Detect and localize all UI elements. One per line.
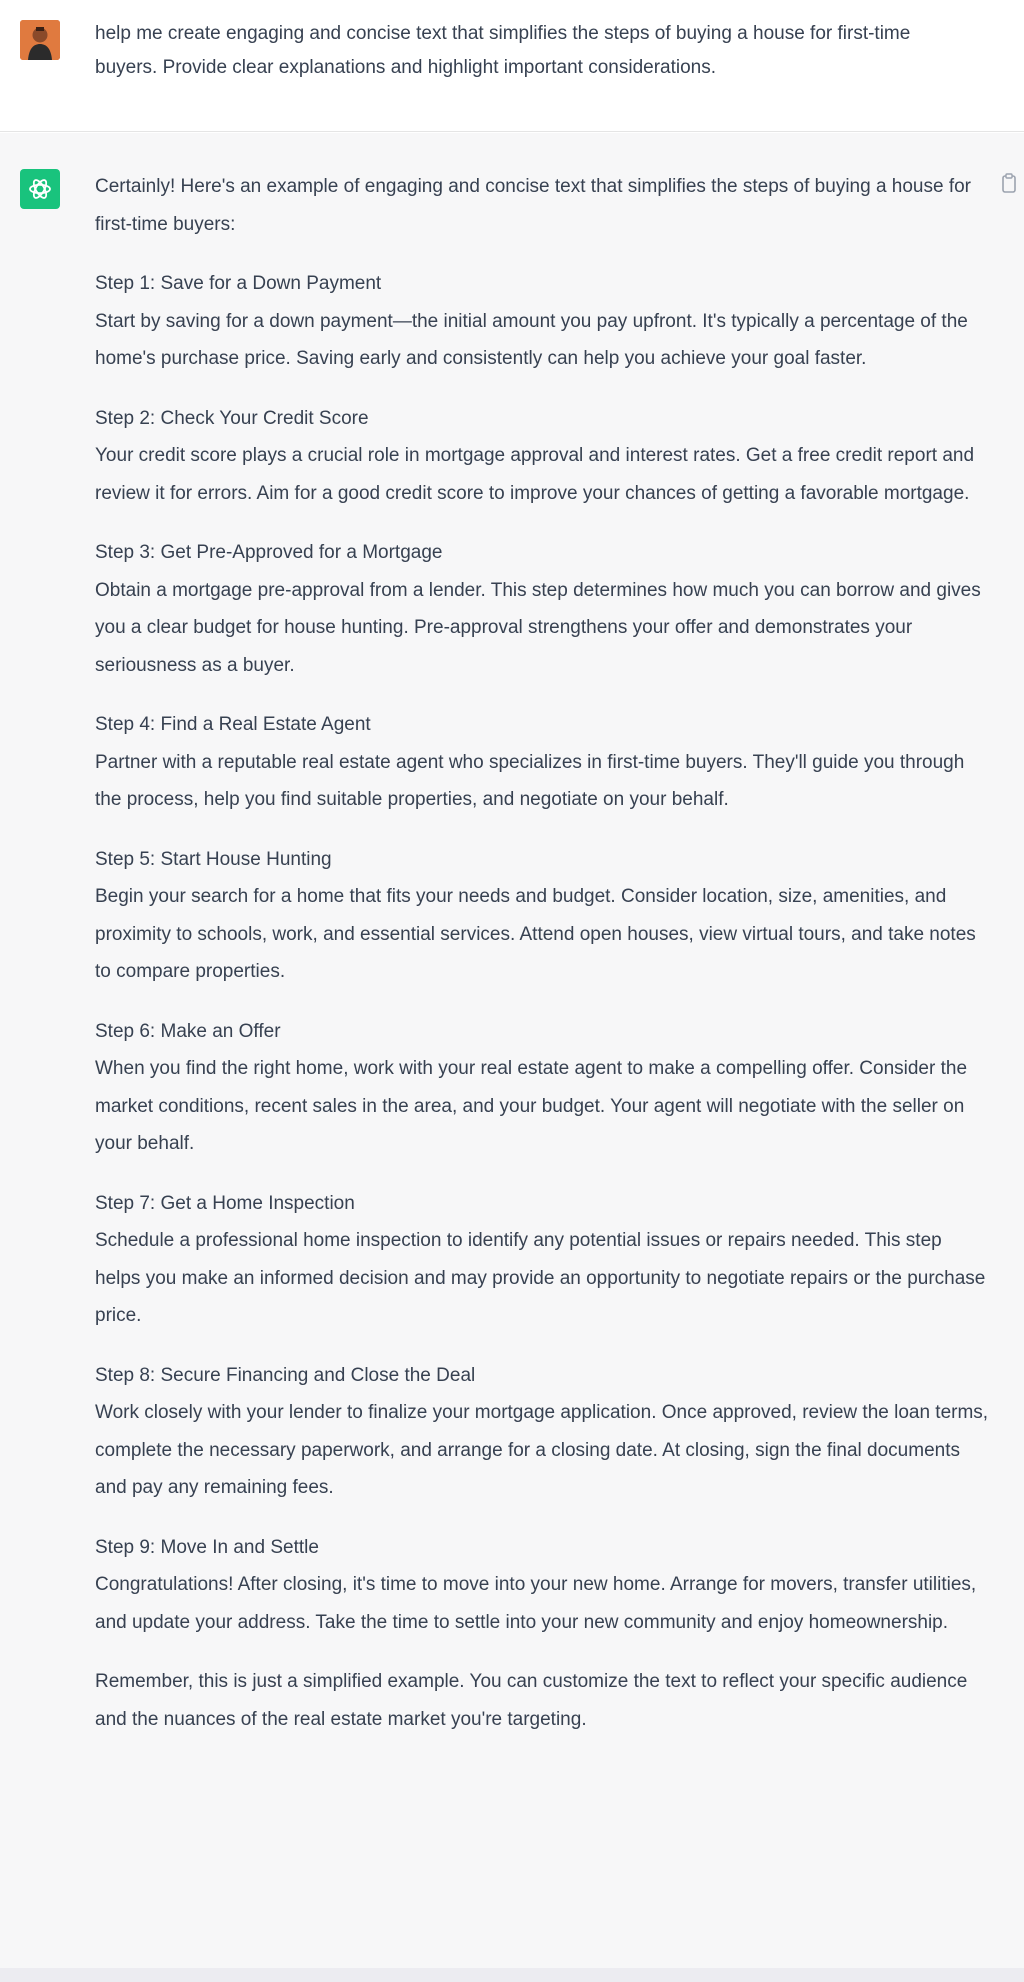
step-text: When you find the right home, work with your real estate agent to make a compelling offer. Consider the market conditions, recent sales in the area, and your budget. Your agent will negotiate with the seller on your behalf. <box>95 1058 968 1154</box>
step-8 <box>95 1357 990 1507</box>
input-area-edge <box>0 1968 1024 1982</box>
step-title: Step 2: Check Your Credit Score <box>95 407 369 429</box>
step-title: Step 7: Get a Home Inspection <box>95 1192 355 1214</box>
step-2 <box>95 400 990 513</box>
user-message-row <box>0 0 1024 132</box>
user-message-text: help me create engaging and concise text that simplifies the steps of buying a house for first-time buyers. Provide clear explanations and highlight important considerations. <box>95 23 911 78</box>
copy-icon[interactable] <box>999 173 1019 195</box>
step-title: Step 3: Get Pre-Approved for a Mortgage <box>95 542 443 563</box>
step-title: Step 8: Secure Financing and Close the Deal <box>95 1364 476 1386</box>
step-7 <box>95 1185 990 1335</box>
assistant-message-body <box>95 168 990 1738</box>
step-1 <box>95 265 990 378</box>
step-5 <box>95 841 990 991</box>
step-6 <box>95 1013 990 1163</box>
step-text: Partner with a reputable real estate agent who specializes in first-time buyers. They'll guide you through the process, help you find suitable properties, and negotiate on your behalf. <box>95 751 965 810</box>
step-title: Step 9: Move In and Settle <box>95 1536 319 1558</box>
assistant-closing: Remember, this is just a simplified example. You can customize the text to reflect your specific audience and the nuances of the real estate market you're targeting. <box>95 1671 968 1730</box>
step-title: Step 6: Make an Offer <box>95 1020 281 1042</box>
step-text: Your credit score plays a crucial role in mortgage approval and interest rates. Get a free credit report and review it for errors. Aim for a good credit score to improve your chances of getting a favorable mortgage. <box>95 445 975 504</box>
step-title: Step 4: Find a Real Estate Agent <box>95 714 371 735</box>
step-text: Obtain a mortgage pre-approval from a lender. This step determines how much you can borrow and gives you a clear budget for house hunting. Pre-approval strengthens your offer and demonstrates your seriousness as a buyer. <box>95 579 981 676</box>
step-3 <box>95 534 990 684</box>
step-title: Step 1: Save for a Down Payment <box>95 273 382 294</box>
step-title: Step 5: Start House Hunting <box>95 848 332 870</box>
openai-logo-icon <box>20 169 60 209</box>
assistant-intro: Certainly! Here's an example of engaging and concise text that simplifies the steps of buying a house for first-time buyers: <box>95 176 972 235</box>
user-avatar-icon <box>20 20 60 60</box>
step-9 <box>95 1529 990 1642</box>
assistant-message-row <box>0 133 1024 1968</box>
step-text: Work closely with your lender to finalize your mortgage application. Once approved, review the loan terms, complete the necessary paperwork, and arrange for a closing date. At closing, sign the final documents and pay any remaining fees. <box>95 1402 989 1498</box>
step-text: Begin your search for a home that fits your needs and budget. Consider location, size, amenities, and proximity to schools, work, and essential services. Attend open houses, view virtual tours, and take notes to compare properties. <box>95 886 976 982</box>
step-text: Start by saving for a down payment—the initial amount you pay upfront. It's typically a percentage of the home's purchase price. Saving early and consistently can help you achieve your goal faster. <box>95 310 968 369</box>
step-text: Schedule a professional home inspection to identify any potential issues or repairs needed. This step helps you make an informed decision and may provide an opportunity to negotiate repairs or the purchase price. <box>95 1230 986 1326</box>
step-text: Congratulations! After closing, it's time to move into your new home. Arrange for movers, transfer utilities, and update your address. Take the time to settle into your new community and enjoy homeownership. <box>95 1574 977 1633</box>
step-4 <box>95 706 990 819</box>
